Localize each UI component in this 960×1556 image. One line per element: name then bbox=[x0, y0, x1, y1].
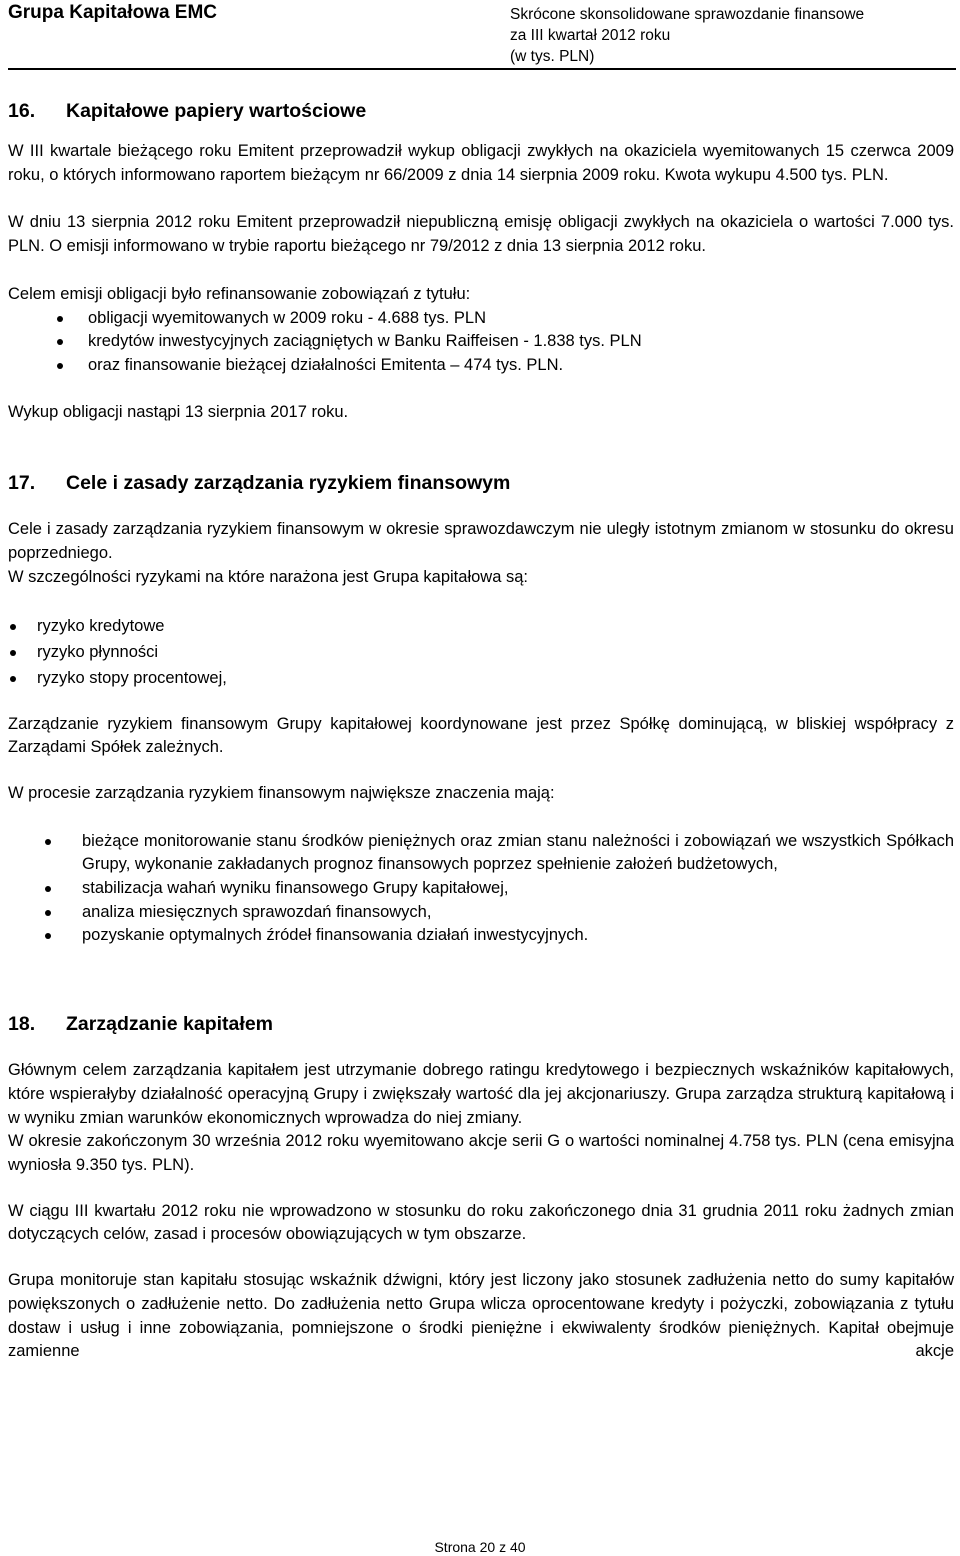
risk-list bbox=[8, 615, 954, 690]
section-number: 16. bbox=[8, 100, 36, 122]
list-item: analiza miesięcznych sprawozdań finansowych, bbox=[8, 901, 954, 925]
list-item: stabilizacja wahań wyniku finansowego Grupy kapitałowej, bbox=[8, 877, 954, 901]
section-16-heading bbox=[8, 96, 954, 126]
list-item: ryzyko kredytowe bbox=[8, 615, 954, 639]
list-item: ryzyko płynności bbox=[8, 641, 954, 665]
header-divider bbox=[8, 68, 956, 70]
list-item: bieżące monitorowanie stanu środków pieniężnych oraz zmian stanu należności i zobowiązań we wszystkich Spółkach Grupy, wykonanie zakładanych prognoz finansowych poprzez spełnienie założeń budżetowych, bbox=[8, 830, 954, 877]
bullet-list bbox=[8, 307, 954, 378]
list-item: ryzyko stopy procentowej, bbox=[8, 667, 954, 691]
bullet-list bbox=[8, 830, 954, 949]
company-name: Grupa Kapitałowa EMC bbox=[8, 2, 218, 23]
paragraph: Głównym celem zarządzania kapitałem jest utrzymanie dobrego ratingu kredytowego i bezpiecznych wskaźników kapitałowych, które wspierałyby działalność operacyjną Grupy i zwiększały wartość dla jej akcjonariuszy. Grupa zarządza strukturą kapitałową i w wyniku zmian warunków ekonomicznych wprowadza do niej zmiany. bbox=[8, 1061, 954, 1127]
document-body bbox=[8, 96, 954, 1364]
paragraph: Cele i zasady zarządzania ryzykiem finansowym w okresie sprawozdawczym nie uległy istotnym zmianom w stosunku do okresu poprzedniego. bbox=[8, 520, 954, 563]
paragraph: W III kwartale bieżącego roku Emitent przeprowadził wykup obligacji zwykłych na okaziciela wyemitowanych 15 czerwca 2009 roku, o których informowano raportem bieżącym nr 66/2009 z dnia 14 sierpnia 2009 roku. Kwota wykupu 4.500 tys. PLN. bbox=[8, 142, 954, 184]
list-item: pozyskanie optymalnych źródeł finansowania działań inwestycyjnych. bbox=[8, 924, 954, 948]
report-title-line-1: Skrócone skonsolidowane sprawozdanie finansowe bbox=[510, 6, 865, 23]
paragraph: Wykup obligacji nastąpi 13 sierpnia 2017 roku. bbox=[8, 402, 349, 421]
report-title-line-2: za III kwartał 2012 roku bbox=[510, 27, 671, 44]
list-item: oraz finansowanie bieżącej działalności Emitenta – 474 tys. PLN. bbox=[8, 354, 954, 378]
list-item: obligacji wyemitowanych w 2009 roku - 4.688 tys. PLN bbox=[8, 307, 954, 331]
section-title: Kapitałowe papiery wartościowe bbox=[66, 100, 367, 122]
report-title-line-3: (w tys. PLN) bbox=[510, 48, 595, 65]
paragraph: W okresie zakończonym 30 września 2012 roku wyemitowano akcje serii G o wartości nominalnej 4.758 tys. PLN (cena emisyjna wyniosła 9.350 tys. PLN). bbox=[8, 1132, 954, 1174]
paragraph: W ciągu III kwartału 2012 roku nie wprowadzono w stosunku do roku zakończonego dnia 31 grudnia 2011 roku żadnych zmian dotyczących celów, zasad i procesów obowiązujących w tym obszarze. bbox=[8, 1201, 954, 1244]
section-number: 17. bbox=[8, 472, 36, 495]
section-17-heading bbox=[8, 468, 954, 498]
paragraph: W dniu 13 sierpnia 2012 roku Emitent przeprowadził niepubliczną emisję obligacji zwykłych na okaziciela o wartości 7.000 tys. PLN. O emisji informowano w trybie raportu bieżącego nr 79/2012 z dnia 13 sierpnia 2012 roku. bbox=[8, 213, 954, 256]
page-number: Strona 20 z 40 bbox=[434, 1539, 526, 1555]
section-title: Cele i zasady zarządzania ryzykiem finansowym bbox=[66, 472, 511, 495]
paragraph: Zarządzanie ryzykiem finansowym Grupy kapitałowej koordynowane jest przez Spółkę dominującą, w bliskiej współpracy z Zarządami Spółek zależnych. bbox=[8, 714, 954, 757]
section-18-heading bbox=[8, 1009, 954, 1039]
paragraph: Grupa monitoruje stan kapitału stosując wskaźnik dźwigni, który jest liczony jako stosunek zadłużenia netto do sumy kapitałów powiększonych o zadłużenie netto. Do zadłużenia netto Grupa wlicza oprocentowane kredyty i pożyczki, zobowiązania z tytułu dostaw i usług i inne zobowiązania, pomniejszone o środki pieniężne i ekwiwalenty środków pieniężnych. Kapitał obejmuje zamienne akcje bbox=[8, 1271, 954, 1361]
paragraph: Celem emisji obligacji było refinansowanie zobowiązań z tytułu: bbox=[8, 284, 471, 303]
paragraph: W szczególności ryzykami na które narażona jest Grupa kapitałowa są: bbox=[8, 567, 528, 586]
report-title bbox=[510, 4, 956, 67]
list-item: kredytów inwestycyjnych zaciągniętych w Banku Raiffeisen - 1.838 tys. PLN bbox=[8, 330, 954, 354]
paragraph: W procesie zarządzania ryzykiem finansowym największe znaczenia mają: bbox=[8, 783, 555, 802]
section-number: 18. bbox=[8, 1013, 36, 1036]
section-title: Zarządzanie kapitałem bbox=[66, 1013, 273, 1036]
